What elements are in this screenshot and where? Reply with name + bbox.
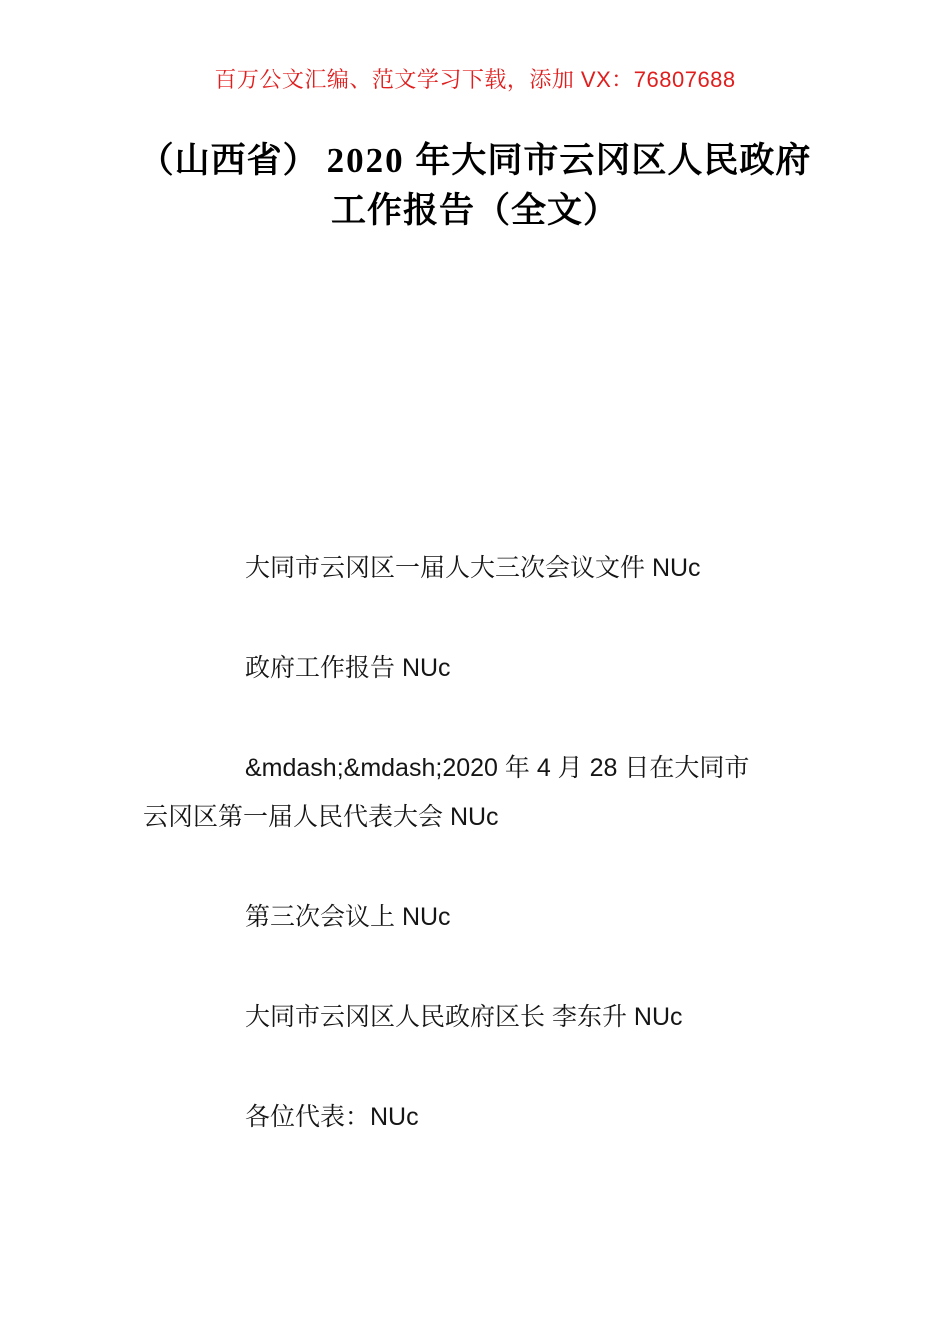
document-title	[60, 136, 890, 236]
paragraph-line: 大同市云冈区一届人大三次会议文件 NUc	[245, 554, 701, 582]
paragraph-line: 各位代表：NUc	[245, 1103, 419, 1131]
title-line-2: 工作报告（全文）	[330, 191, 619, 230]
paragraph-session	[143, 893, 810, 942]
paragraph-line: &mdash;&mdash;2020 年 4 月 28 日在大同市	[245, 754, 750, 782]
title-line-1	[60, 136, 890, 186]
paragraph-meeting-file	[143, 544, 810, 593]
document-body	[143, 544, 810, 1142]
title-line-1-suffix: 年大同市云冈区人民政府	[404, 141, 812, 180]
paragraph-report-heading	[143, 644, 810, 693]
paragraph-salutation	[143, 1093, 810, 1142]
paragraph-line: 云冈区第一届人民代表大会 NUc	[143, 803, 499, 831]
paragraph-line: 政府工作报告 NUc	[245, 654, 451, 682]
paragraph-date-venue	[143, 744, 810, 842]
title-line-1-prefix: （山西省）	[138, 141, 319, 180]
promo-notice: 百万公文汇编、范文学习下载，添加 VX：76807688	[214, 67, 736, 92]
paragraph-line: 第三次会议上 NUc	[245, 903, 451, 931]
paragraph-speaker	[143, 993, 810, 1042]
title-line-1-year: 2020	[326, 141, 405, 180]
paragraph-line: 大同市云冈区人民政府区长 李东升 NUc	[245, 1003, 683, 1031]
